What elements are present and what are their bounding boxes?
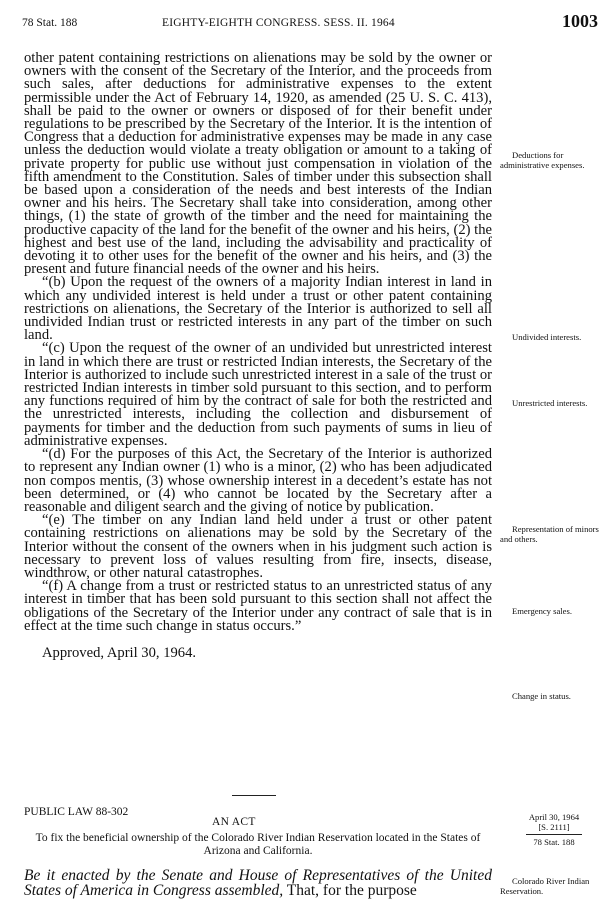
margin-rule	[526, 834, 582, 835]
paragraph-f-change-status: “(f) A change from a trust or restricted status to an unrestricted status of any interest in timber that has been sold pursuant to this section shall not affect the obligations of the Secretary of the Interior under any contract of sale that is in effect at the time such change in status occurs.”	[24, 578, 492, 634]
margin-note-undivided: Undivided interests.	[512, 332, 582, 342]
margin-note-representation: Representation of minors and others.	[500, 524, 599, 544]
margin-note-colorado-river: Colorado River Indian Reservation.	[500, 876, 590, 896]
statute-reference: 78 Stat. 188	[533, 837, 575, 847]
bill-number: [S. 2111]	[538, 822, 570, 832]
paragraph-e-emergency: “(e) The timber on any Indian land held under a trust or other patent containing restrictions on alienations may be sold by the Secretary of the Interior without the consent of the owners when in his judgment such action is necessary to prevent loss of values resulting from fire, insects, disease, windthrow, or other natural catastrophes.	[24, 512, 492, 581]
section-divider	[232, 795, 276, 796]
page-number: 1003	[562, 11, 598, 31]
enacting-clause-rest: That, for the purpose	[283, 882, 417, 899]
margin-note-deductions: Deductions for administrative expenses.	[500, 150, 585, 170]
margin-note-change: Change in status.	[512, 691, 571, 701]
enacting-clause-italic: Be it enacted by the Senate and House of Representatives of the United States of America in Congress assembled,	[24, 867, 492, 899]
enacting-clause	[24, 868, 492, 898]
paragraph-b-undivided: “(b) Upon the request of the owners of a majority Indian interest in land in which any undivided interest is held under a trust or other patent containing restrictions on alienations, the Secretary of the Interior is authorized to sell all undivided Indian trust or restricted interests in any part of the timber on such land.	[24, 274, 492, 344]
paragraph-d-representation: “(d) For the purposes of this Act, the Secretary of the Interior is authorized to represent any Indian owner (1) who is a minor, (2) who has been adjudicated non compos mentis, (3) whose ownership interest in a decedent’s estate has not been determined, or (4) who cannot be located by the Secretary after a reasonable and diligent search and the giving of notice by publication.	[24, 446, 492, 515]
header-congress-session: EIGHTY-EIGHTH CONGRESS. SESS. II. 1964	[162, 17, 395, 29]
an-act-heading: AN ACT	[212, 816, 256, 828]
page-header	[22, 13, 598, 37]
statute-body	[24, 52, 492, 660]
margin-note-emergency: Emergency sales.	[512, 606, 572, 616]
approval-line: Approved, April 30, 1964.	[42, 644, 197, 661]
margin-note-unrestricted: Unrestricted interests.	[512, 398, 588, 408]
paragraph-c-unrestricted: “(c) Upon the request of the owner of an undivided but unrestricted interest in land in which there are trust or restricted Indian interests, the Secretary of the Interior is authorized to include such unrestricted interest in a sale of the trust or restricted Indian interests in timber sold pursuant to this section, and to perform any functions required of him by the contract of sale for both the restricted and the unrestricted interests, including the collection and disbursement of payments for timber and the deduction from such payments of sums in lieu of administrative expenses.	[24, 340, 492, 449]
approval-date: April 30, 1964	[528, 812, 580, 822]
approval-margin-block	[500, 812, 608, 847]
public-law-number: PUBLIC LAW 88-302	[24, 806, 129, 818]
act-title: To fix the beneficial ownership of the Colorado River Indian Reservation located in the States of Arizona and California.	[35, 832, 481, 857]
paragraph-sales-proceeds: other patent containing restrictions on alienations may be sold by the owner or owners with the consent of the Secretary of the Interior, and the proceeds from such sales, after deductions for administrative expenses to the extent permissible under the Act of February 14, 1920, as amended (25 U. S. C. 413), shall be paid to the owner or owners or disposed of for their benefit under regulations to be prescribed by the Secretary of the Interior. It is the intention of Congress that a deduction for administrative expenses may be made in any case unless the deduction would violate a treaty obligation or amount to a taking of private property for public use without just compensation in violation of the fifth amendment to the Constitution. Sales of timber under this subsection shall be based upon a consideration of the needs and best interests of the Indian owner and his heirs. The Secretary shall take into consideration, among other things, (1) the state of growth of the timber and the need for maintaining the productive capacity of the land for the benefit of the owner and his heirs, (2) the highest and best use of the land, including the advisability and practicality of devoting it to other uses for the benefit of the owner and his heirs, and (3) the present and future financial needs of the owner and his heirs.	[24, 50, 492, 278]
header-stat-reference: 78 Stat. 188	[22, 17, 78, 29]
